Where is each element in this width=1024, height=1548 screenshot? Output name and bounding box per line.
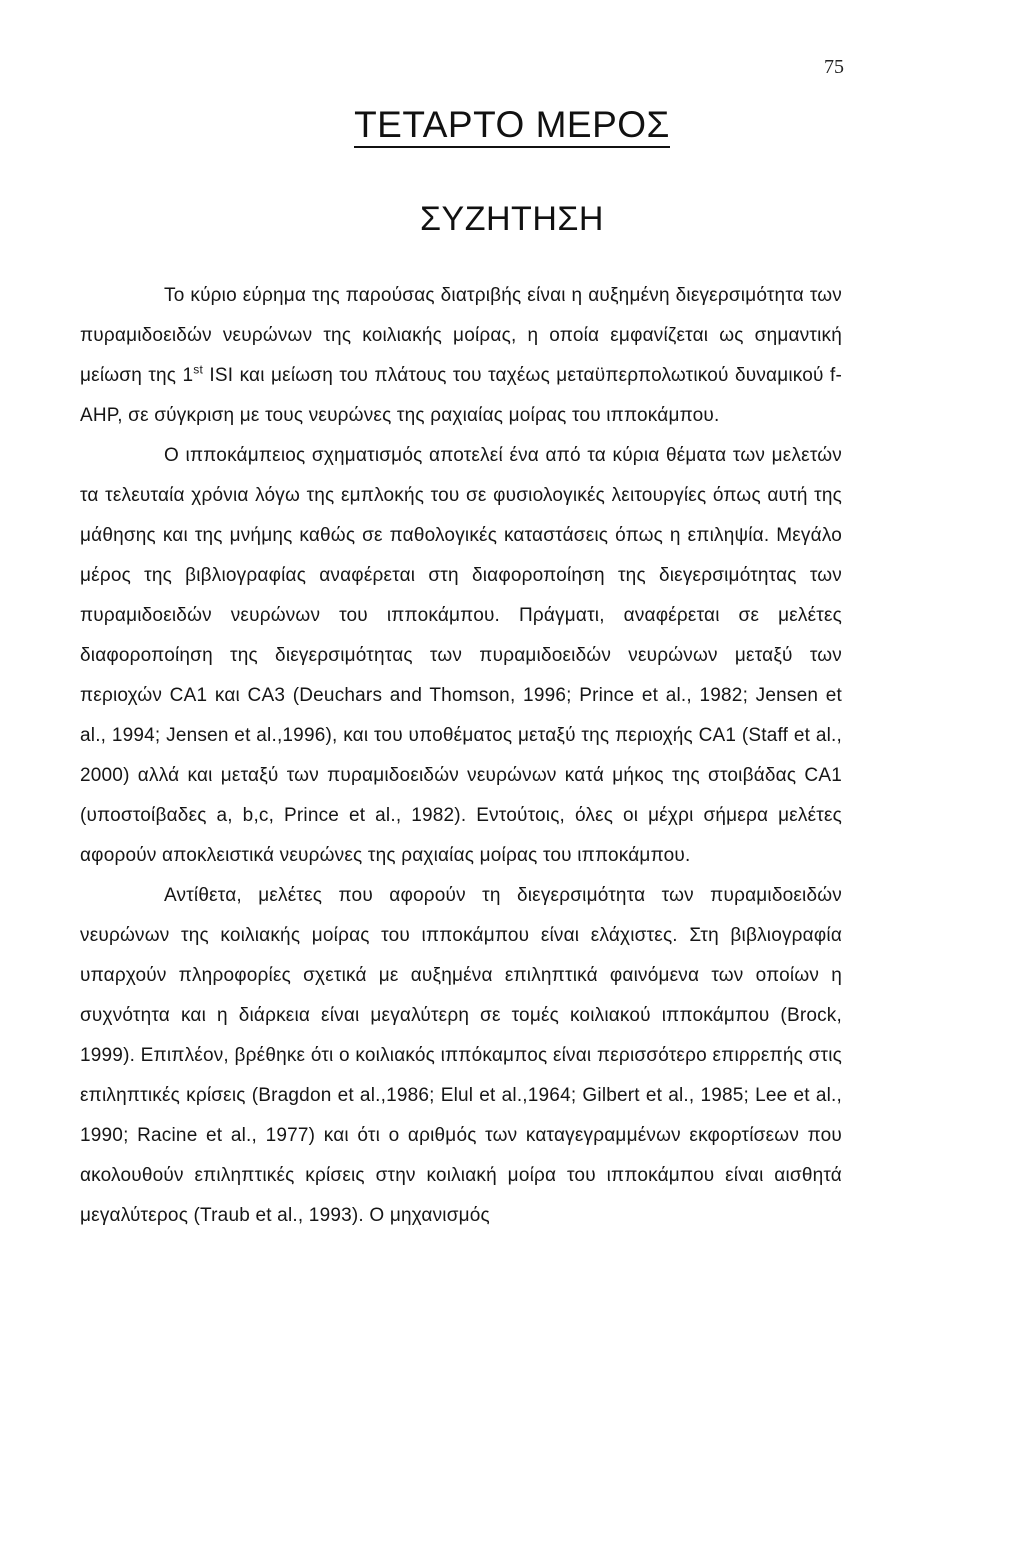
part-title-text: ΤΕΤΑΡΤΟ ΜΕΡΟΣ (354, 104, 670, 148)
section-title: ΣΥΖΗΤΗΣΗ (420, 200, 604, 238)
paragraph-ventral-studies: Αντίθετα, μελέτες που αφορούν τη διεγερσιμότητα των πυραμιδοειδών νευρώνων της κοιλιακής μοίρας του ιπποκάμπου είναι ελάχιστες. Στη βιβλιογραφία υπαρχούν πληροφορίες σχετικά με αυξημένα επιληπτικά φαινόμενα των οποίων η συχνότητα και η διάρκεια είναι μεγαλύτερη σε τομές κοιλιακού ιπποκάμπου (Brock, 1999). Επιπλέον, βρέθηκε ότι ο κοιλιακός ιππόκαμπος είναι περισσότερο επιρρεπής στις επιληπτικές κρίσεις (Bragdon et al.,1986; Elul et al.,1964; Gilbert et al., 1985; Lee et al., 1990; Racine et al., 1977) και ότι ο αριθμός των καταγεγραμμένων εκφορτίσεων που ακολουθούν επιληπτικές κρίσεις στην κοιλιακή μοίρα του ιπποκάμπου είναι αισθητά μεγαλύτερος (Traub et al., 1993). Ο μηχανισμός (80, 885, 842, 1226)
page-number: 75 (824, 56, 844, 78)
paragraph-main-finding: Το κύριο εύρημα της παρούσας διατριβής είναι η αυξημένη διεγερσιμότητα των πυραμιδοειδών νευρώνων της κοιλιακής μοίρας, η οποία εμφανίζεται ως σημαντική μείωση της 1st ISI και μείωση του πλάτους του ταχέως μεταϋπερπολωτικού δυναμικού f-AHP, σε σύγκριση με τους νευρώνες της ραχιαίας μοίρας του ιπποκάμπου. (80, 285, 842, 426)
paragraph-hippocampal-formation: Ο ιπποκάμπειος σχηματισμός αποτελεί ένα από τα κύρια θέματα των μελετών τα τελευταία χρόνια λόγω της εμπλοκής του σε φυσιολογικές λειτουργίες όπως αυτή της μάθησης και της μνήμης καθώς σε παθολογικές καταστάσεις όπως η επιληψία. Μεγάλο μέρος της βιβλιογραφίας αναφέρεται στη διαφοροποίηση της διεγερσιμότητας των πυραμιδοειδών νευρώνων του ιπποκάμπου. Πράγματι, αναφέρεται σε μελέτες διαφοροποίηση της διεγερσιμότητας των πυραμιδοειδών νευρώνων μεταξύ των περιοχών CA1 και CA3 (Deuchars and Thomson, 1996; Prince et al., 1982; Jensen et al., 1994; Jensen et al.,1996), και του υποθέματος μεταξύ της περιοχής CA1 (Staff et al., 2000) αλλά και μεταξύ των πυραμιδοειδών νευρώνων κατά μήκος της στοιβάδας CA1 (υποστοίβαδες a, b,c, Prince et al., 1982). Εντούτοις, όλες οι μέχρι σήμερα μελέτες αφορούν αποκλειστικά νευρώνες της ραχιαίας μοίρας του ιπποκάμπου. (80, 445, 842, 866)
part-title (0, 104, 1024, 146)
document-body (80, 276, 842, 1236)
superscript-st: st (193, 362, 204, 377)
